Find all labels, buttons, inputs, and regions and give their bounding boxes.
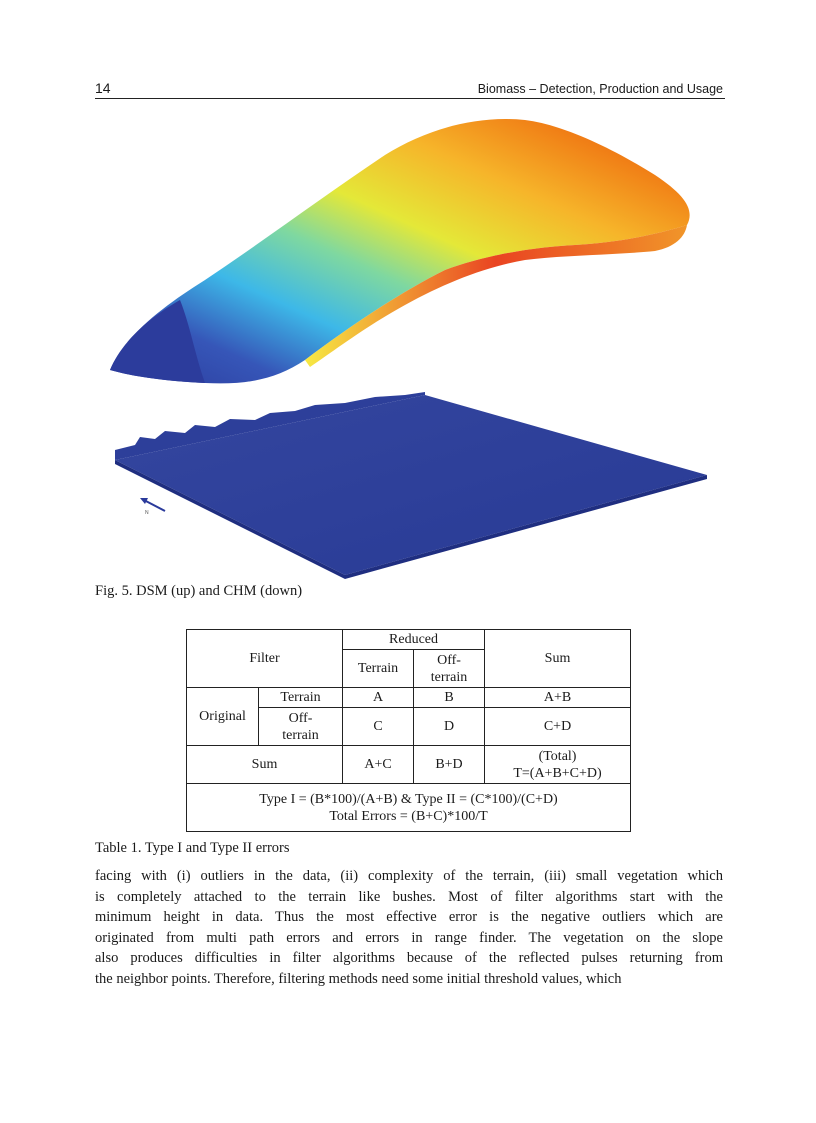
cell-a-plus-b: A+B (485, 688, 631, 708)
cell-a: A (343, 688, 414, 708)
page-number: 14 (95, 80, 111, 96)
cell-d: D (414, 708, 485, 746)
running-title: Biomass – Detection, Production and Usage (477, 82, 723, 96)
off-terrain-line1: Off- (437, 652, 461, 668)
body-line: originated from multi path errors and errors in range finder. The vegetation on the slope (95, 929, 723, 946)
figure-caption: Fig. 5. DSM (up) and CHM (down) (95, 583, 303, 599)
formula-cell (187, 784, 631, 832)
cell-b-plus-d: B+D (414, 746, 485, 784)
total-line1: (Total) (538, 748, 577, 764)
row-off-terrain-label (259, 708, 343, 746)
terrain-header: Terrain (343, 650, 414, 688)
sum-row-label: Sum (187, 746, 343, 784)
cell-a-plus-c: A+C (343, 746, 414, 784)
formula-total-errors: Total Errors = (B+C)*100/T (329, 808, 488, 824)
filter-header: Filter (187, 630, 343, 688)
sum-header: Sum (485, 630, 631, 688)
table-caption: Table 1. Type I and Type II errors (95, 840, 290, 856)
formula-type-errors: Type I = (B*100)/(A+B) & Type II = (C*100)/(C+D) (259, 791, 558, 807)
body-line: also produces difficulties in filter algorithms because of the reflected pulses returning from (95, 950, 723, 966)
cell-c-plus-d: C+D (485, 708, 631, 746)
body-paragraph (95, 866, 723, 989)
original-label: Original (187, 688, 259, 746)
total-line2: T=(A+B+C+D) (513, 765, 602, 781)
row-off-line1: Off- (288, 710, 313, 726)
error-table (186, 629, 631, 832)
row-terrain-label: Terrain (259, 688, 343, 708)
north-label: N (145, 510, 149, 516)
off-terrain-header (414, 650, 485, 688)
cell-b: B (414, 688, 485, 708)
reduced-header: Reduced (343, 630, 485, 650)
body-line: facing with (i) outliers in the data, (ii) complexity of the terrain, (iii) small vegetation which (95, 868, 723, 884)
off-terrain-line2: terrain (430, 669, 468, 685)
figure-dsm-chm (95, 105, 725, 580)
body-line: the neighbor points. Therefore, filtering methods need some initial threshold values, which (95, 970, 622, 987)
cell-total (485, 746, 631, 784)
body-line: is completely attached to the terrain like bushes. Most of filter algorithms start with the (95, 888, 723, 905)
cell-c: C (343, 708, 414, 746)
running-header (95, 80, 725, 99)
chm-surface (115, 395, 707, 575)
dsm-chm-render (95, 105, 725, 580)
row-off-line2: terrain (282, 727, 319, 743)
body-line: minimum height in data. Thus the most effective error is the negative outliers which are (95, 909, 723, 925)
